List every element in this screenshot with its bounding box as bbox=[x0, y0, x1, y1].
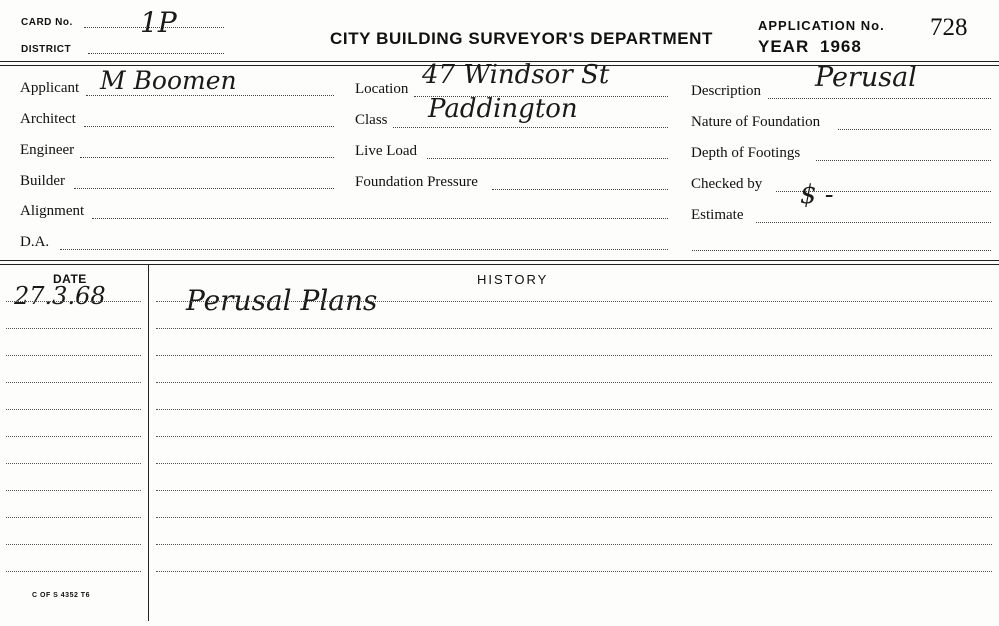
date-history-divider bbox=[148, 265, 149, 621]
card-no-label: CARD No. bbox=[21, 17, 73, 28]
da-label: D.A. bbox=[20, 234, 50, 250]
class-line bbox=[393, 127, 668, 128]
ruled-line-right bbox=[156, 490, 992, 491]
architect-label: Architect bbox=[20, 111, 76, 127]
department-title: CITY BUILDING SURVEYOR'S DEPARTMENT bbox=[330, 29, 714, 48]
depth-of-footings-label: Depth of Footings bbox=[691, 145, 801, 161]
ruled-line-right bbox=[156, 328, 992, 329]
form-code: C OF S 4352 T6 bbox=[32, 592, 90, 599]
estimate-label: Estimate bbox=[691, 207, 744, 223]
history-entry-text: Perusal Plans bbox=[186, 284, 378, 317]
ruled-line-right bbox=[156, 544, 992, 545]
district-label: DISTRICT bbox=[21, 44, 72, 55]
description-value: Perusal bbox=[815, 62, 917, 93]
description-label: Description bbox=[691, 83, 761, 99]
ruled-line-right bbox=[156, 355, 992, 356]
ruled-line-left bbox=[6, 355, 141, 356]
estimate-line bbox=[756, 222, 991, 223]
description-line bbox=[768, 98, 991, 99]
ruled-line-left bbox=[6, 571, 141, 572]
history-divider-2 bbox=[0, 264, 999, 265]
nature-of-foundation-label: Nature of Foundation bbox=[691, 114, 821, 130]
applicant-label: Applicant bbox=[20, 80, 80, 96]
ruled-line-right bbox=[156, 409, 992, 410]
builder-line bbox=[74, 188, 334, 189]
ruled-line-right bbox=[156, 517, 992, 518]
live-load-label: Live Load bbox=[355, 143, 418, 159]
history-divider bbox=[0, 260, 999, 261]
ruled-line-left bbox=[6, 301, 141, 302]
ruled-line-right bbox=[156, 436, 992, 437]
date-column-header: DATE bbox=[53, 272, 87, 286]
applicant-line bbox=[86, 95, 334, 96]
history-column-header: HISTORY bbox=[477, 272, 549, 287]
district-line bbox=[88, 53, 224, 54]
ruled-line-left bbox=[6, 436, 141, 437]
ruled-line-left bbox=[6, 544, 141, 545]
year-value: 1968 bbox=[820, 37, 862, 56]
location-label: Location bbox=[355, 81, 409, 97]
year-label: YEAR bbox=[758, 37, 810, 56]
ruled-line-left bbox=[6, 517, 141, 518]
ruled-line-right bbox=[156, 301, 992, 302]
ruled-line-left bbox=[6, 382, 141, 383]
location-value-line1: 47 Windsor St bbox=[422, 60, 610, 90]
applicant-value: M Boomen bbox=[100, 66, 237, 95]
engineer-line bbox=[80, 157, 334, 158]
foundation-pressure-label: Foundation Pressure bbox=[355, 174, 478, 190]
ruled-line-left bbox=[6, 463, 141, 464]
engineer-label: Engineer bbox=[20, 142, 75, 158]
ruled-line-left bbox=[6, 409, 141, 410]
application-no-label: APPLICATION No. bbox=[758, 18, 885, 33]
foundation-pressure-line bbox=[492, 189, 668, 190]
live-load-line bbox=[427, 158, 668, 159]
depth-of-footings-line bbox=[816, 160, 991, 161]
alignment-line bbox=[92, 218, 668, 219]
history-entry-date: 27.3.68 bbox=[14, 282, 106, 310]
ruled-line-left bbox=[6, 490, 141, 491]
checked-by-value: $ - bbox=[800, 180, 834, 210]
location-value-line2: Paddington bbox=[428, 94, 578, 124]
nature-of-foundation-line bbox=[838, 129, 991, 130]
class-label: Class bbox=[355, 112, 388, 128]
ruled-line-left bbox=[6, 328, 141, 329]
ruled-line-right bbox=[156, 463, 992, 464]
checked-by-label: Checked by bbox=[691, 176, 763, 192]
card-no-value: 1P bbox=[140, 6, 177, 39]
ruled-line-right bbox=[156, 382, 992, 383]
architect-line bbox=[84, 126, 334, 127]
builder-label: Builder bbox=[20, 173, 65, 189]
ruled-line-right bbox=[156, 571, 992, 572]
extra-line bbox=[692, 250, 991, 251]
alignment-label: Alignment bbox=[20, 203, 85, 219]
application-no-value: 728 bbox=[930, 14, 968, 41]
da-line bbox=[60, 249, 668, 250]
